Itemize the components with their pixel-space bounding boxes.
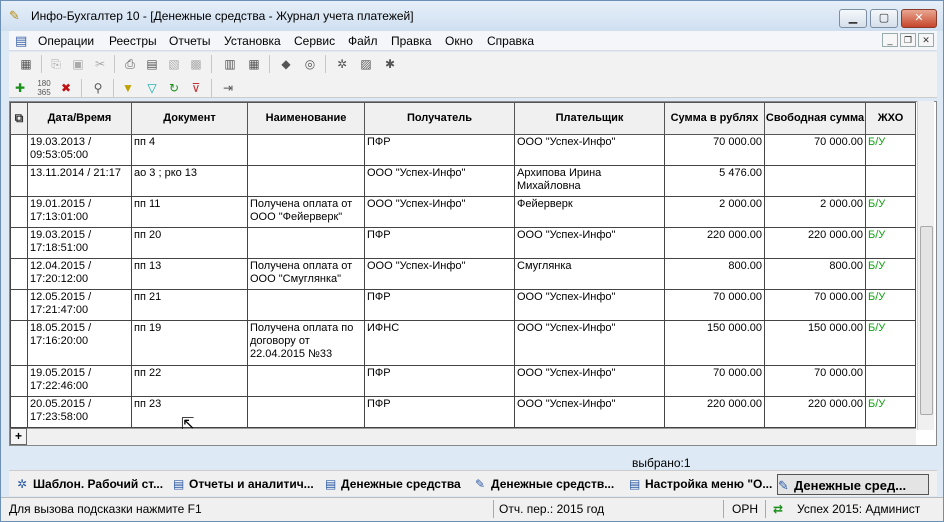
cell-zho[interactable]: Б/У [866,135,916,166]
cell-date[interactable]: 12.05.2015 / 17:21:47:00 [28,290,132,321]
column-header-sum[interactable]: Сумма в рублях [665,103,765,135]
task-money-active[interactable] [777,474,929,495]
calculator-icon[interactable]: ▦ [20,57,32,71]
task-label: Денежные средства [341,477,461,491]
cell-recipient[interactable]: ООО "Успех-Инфо" [365,259,515,290]
renumber-icon[interactable]: 180 365 [37,79,51,97]
cell-free-sum[interactable] [765,166,866,197]
menu-edit[interactable]: Правка [391,34,432,48]
cell-payer[interactable]: ООО "Успех-Инфо" [515,228,665,259]
status-bar [1,497,943,521]
cell-name[interactable] [248,290,365,321]
toolbar-separator [269,55,270,73]
payments-grid [9,101,937,446]
cell-zho[interactable]: Б/У [866,197,916,228]
cell-recipient[interactable]: ООО "Успех-Инфо" [365,166,515,197]
cell-document[interactable]: пп 4 [132,135,248,166]
cell-sum[interactable]: 800.00 [665,259,765,290]
document-icon[interactable]: ▤ [15,33,28,48]
column-header-document[interactable]: Документ [132,103,248,135]
table-row[interactable] [11,197,916,228]
task-money[interactable] [325,474,471,495]
cell-date[interactable]: 12.04.2015 / 17:20:12:00 [28,259,132,290]
task-template[interactable] [17,474,173,495]
cell-free-sum[interactable]: 220 000.00 [765,228,866,259]
cell-free-sum[interactable]: 70 000.00 [765,135,866,166]
cell-zho[interactable] [866,366,916,397]
row-selector[interactable] [11,290,28,321]
table-row[interactable] [11,135,916,166]
row-selector[interactable] [11,166,28,197]
exit-icon[interactable]: ⇥ [222,81,234,95]
cell-date[interactable]: 19.01.2015 / 17:13:01:00 [28,197,132,228]
cell-sum[interactable]: 220 000.00 [665,228,765,259]
cell-date[interactable]: 20.05.2015 / 17:23:58:00 [28,397,132,428]
binoculars-icon[interactable]: ⚲ [93,81,103,95]
table-row[interactable] [11,321,916,366]
cell-sum[interactable]: 150 000.00 [665,321,765,366]
cell-sum[interactable]: 70 000.00 [665,135,765,166]
title-bar[interactable] [1,1,943,31]
menu-registers[interactable]: Реестры [109,34,157,48]
status-hint: Для вызова подсказки нажмите F1 [9,502,202,516]
calendar-icon[interactable]: ▥ [224,57,236,71]
table-row[interactable] [11,366,916,397]
status-mode: ОРН [732,502,759,516]
document-icon: ✎ [475,477,486,491]
task-label: Денежные сред... [794,478,907,493]
status-separator [723,500,724,518]
cell-sum[interactable]: 220 000.00 [665,397,765,428]
toolbar-separator [114,55,115,73]
task-label: Отчеты и аналитич... [189,477,314,491]
document-icon: ✎ [778,478,789,493]
menu-help[interactable]: Справка [487,34,535,48]
cell-free-sum[interactable]: 220 000.00 [765,397,866,428]
cell-zho[interactable]: Б/У [866,228,916,259]
export-icon[interactable]: ▧ [168,57,180,71]
menu-window[interactable]: Окно [445,34,473,48]
cell-document[interactable]: пп 11 [132,197,248,228]
cell-recipient[interactable]: ИФНС [365,321,515,366]
row-selector-header[interactable] [11,103,28,135]
toolbar-journal [9,76,937,98]
cell-free-sum[interactable]: 70 000.00 [765,366,866,397]
cell-recipient[interactable]: ПФР [365,397,515,428]
menu-service[interactable]: Сервис [294,34,336,48]
cell-zho[interactable] [866,166,916,197]
menu-reports[interactable]: Отчеты [169,34,211,48]
window-title: Инфо-Бухгалтер 10 - [Денежные средства - Журнал учета платежей] [31,9,414,23]
row-selector[interactable] [11,259,28,290]
cell-free-sum[interactable]: 70 000.00 [765,290,866,321]
cell-document[interactable]: пп 23 [132,397,248,428]
table-body [11,135,916,428]
minimize-button[interactable]: ▁ [839,9,867,28]
connection-arrows-icon: ⇄ [773,502,784,516]
cut-icon[interactable]: ✂ [94,57,106,71]
task-money-journal[interactable] [475,474,627,495]
cell-name[interactable] [248,366,365,397]
table-row[interactable] [11,228,916,259]
maximize-button[interactable]: ▢ [870,9,898,28]
cell-zho[interactable]: Б/У [866,397,916,428]
mdi-minimize-icon[interactable]: _ [882,33,898,47]
cell-name[interactable] [248,135,365,166]
paste-icon[interactable]: ▣ [72,57,84,71]
cell-name[interactable]: Получена оплата от ООО "Фейерверк" [248,197,365,228]
cell-date[interactable]: 19.03.2015 / 17:18:51:00 [28,228,132,259]
menu-operations[interactable]: Операции [38,34,95,48]
toolbar-separator [113,79,114,97]
cell-payer[interactable]: Фейерверк [515,197,665,228]
toolbar-separator [211,79,212,97]
cell-free-sum[interactable]: 150 000.00 [765,321,866,366]
table-row[interactable] [11,397,916,428]
cell-zho[interactable]: Б/У [866,290,916,321]
image-icon[interactable]: ▨ [360,57,372,71]
column-header-name[interactable]: Наименование [248,103,365,135]
copy-icon[interactable]: ⎘ [51,57,61,71]
refresh-icon[interactable]: ▩ [190,57,202,71]
toolbar-main [9,52,937,76]
book-icon[interactable]: ◆ [281,57,291,71]
cell-sum[interactable]: 5 476.00 [665,166,765,197]
row-selector[interactable] [11,321,28,366]
cell-recipient[interactable]: ООО "Успех-Инфо" [365,197,515,228]
toolbar-separator [211,55,212,73]
table-row[interactable] [11,259,916,290]
toolbar-separator [325,55,326,73]
column-header-payer[interactable]: Плательщик [515,103,665,135]
cell-free-sum[interactable]: 800.00 [765,259,866,290]
cell-document[interactable]: пп 20 [132,228,248,259]
task-reports[interactable] [173,474,321,495]
selected-count: выбрано:1 [632,456,691,470]
cell-document[interactable]: пп 21 [132,290,248,321]
cell-name[interactable]: Получена оплата от ООО "Смуглянка" [248,259,365,290]
toolbar-separator [41,55,42,73]
grid-footer [27,428,916,445]
cell-recipient[interactable]: ПФР [365,290,515,321]
cell-document[interactable]: пп 13 [132,259,248,290]
app-logo-icon: ✎ [9,8,20,23]
table-row[interactable] [11,166,916,197]
cell-name[interactable]: Получена оплата по договору от 22.04.2015 №33 [248,321,365,366]
cell-zho[interactable]: Б/У [866,259,916,290]
cell-payer[interactable]: ООО "Успех-Инфо" [515,397,665,428]
status-user: Успех 2015: Админист [797,502,921,516]
row-selector[interactable] [11,397,28,428]
cell-sum[interactable]: 2 000.00 [665,197,765,228]
payments-table [10,102,916,428]
scrollbar-thumb[interactable] [920,226,933,415]
cell-date[interactable]: 18.05.2015 / 17:16:20:00 [28,321,132,366]
cell-document[interactable]: пп 19 [132,321,248,366]
column-header-recipient[interactable]: Получатель [365,103,515,135]
status-separator [765,500,766,518]
filter-edit-icon[interactable]: ▽ [147,81,157,95]
row-selector[interactable] [11,135,28,166]
cell-free-sum[interactable]: 2 000.00 [765,197,866,228]
task-menu-settings[interactable] [629,474,775,495]
menu-bar [9,31,937,51]
report-icon: ▤ [629,477,641,491]
column-header-free-sum[interactable]: Свободная сумма [765,103,866,135]
cell-name[interactable] [248,166,365,197]
status-separator [493,500,494,518]
cell-payer[interactable]: ООО "Успех-Инфо" [515,135,665,166]
close-button[interactable]: ✕ [901,9,937,28]
delete-icon[interactable]: ✖ [60,81,72,95]
toolbar-separator [81,79,82,97]
column-header-date[interactable]: Дата/Время [28,103,132,135]
cell-name[interactable] [248,228,365,259]
window-taskbar [9,470,937,496]
vertical-scrollbar[interactable] [917,101,934,430]
cell-recipient[interactable]: ПФР [365,135,515,166]
table-header-row [11,103,916,135]
cell-document[interactable]: ао 3 ; рко 13 [132,166,248,197]
skype-icon[interactable]: ◎ [304,57,316,71]
cell-zho[interactable]: Б/У [866,321,916,366]
report-icon: ▤ [325,477,337,491]
cell-date[interactable]: 19.05.2015 / 17:22:46:00 [28,366,132,397]
menu-settings[interactable]: Установка [224,34,281,48]
add-row-button[interactable]: + [10,428,27,445]
mouse-cursor-icon: ⇱ [181,416,195,433]
calc-icon[interactable]: ▦ [248,57,260,71]
mdi-close-icon[interactable]: ✕ [918,33,934,47]
cell-payer[interactable]: ООО "Успех-Инфо" [515,366,665,397]
menu-file[interactable]: Файл [348,34,378,48]
preview-icon[interactable]: ▤ [146,57,158,71]
column-header-zho[interactable]: ЖХО [866,103,916,135]
cell-document[interactable]: пп 22 [132,366,248,397]
add-icon[interactable]: ✚ [14,81,26,95]
filter-icon[interactable]: ▼ [122,81,134,95]
cell-recipient[interactable]: ПФР [365,366,515,397]
filter-clear-icon[interactable]: ⊽ [191,81,201,95]
column-chooser-icon[interactable]: ⧉ [14,110,24,125]
row-selector[interactable] [11,228,28,259]
cell-name[interactable] [248,397,365,428]
print-icon[interactable]: ⎙ [125,57,135,71]
task-label: Настройка меню "О... [645,477,773,491]
cell-payer[interactable]: Смуглянка [515,259,665,290]
gear-icon: ✲ [17,477,28,491]
mdi-restore-icon[interactable]: ❐ [900,33,916,47]
cell-sum[interactable]: 70 000.00 [665,290,765,321]
cell-payer[interactable]: ООО "Успех-Инфо" [515,290,665,321]
cell-date[interactable]: 13.11.2014 / 21:17 [28,166,132,197]
cell-payer[interactable]: Архипова Ирина Михайловна [515,166,665,197]
row-selector[interactable] [11,197,28,228]
task-label: Денежные средств... [491,477,615,491]
cell-sum[interactable]: 70 000.00 [665,366,765,397]
reload-icon[interactable]: ↻ [168,81,180,95]
report-icon: ▤ [173,477,185,491]
cell-date[interactable]: 19.03.2013 / 09:53:05:00 [28,135,132,166]
table-row[interactable] [11,290,916,321]
row-selector[interactable] [11,366,28,397]
settings-icon[interactable]: ✲ [336,57,348,71]
cell-recipient[interactable]: ПФР [365,228,515,259]
chart-icon[interactable]: ✱ [384,57,396,71]
status-period: Отч. пер.: 2015 год [499,502,605,516]
task-label: Шаблон. Рабочий ст... [33,477,164,491]
cell-payer[interactable]: ООО "Успех-Инфо" [515,321,665,366]
